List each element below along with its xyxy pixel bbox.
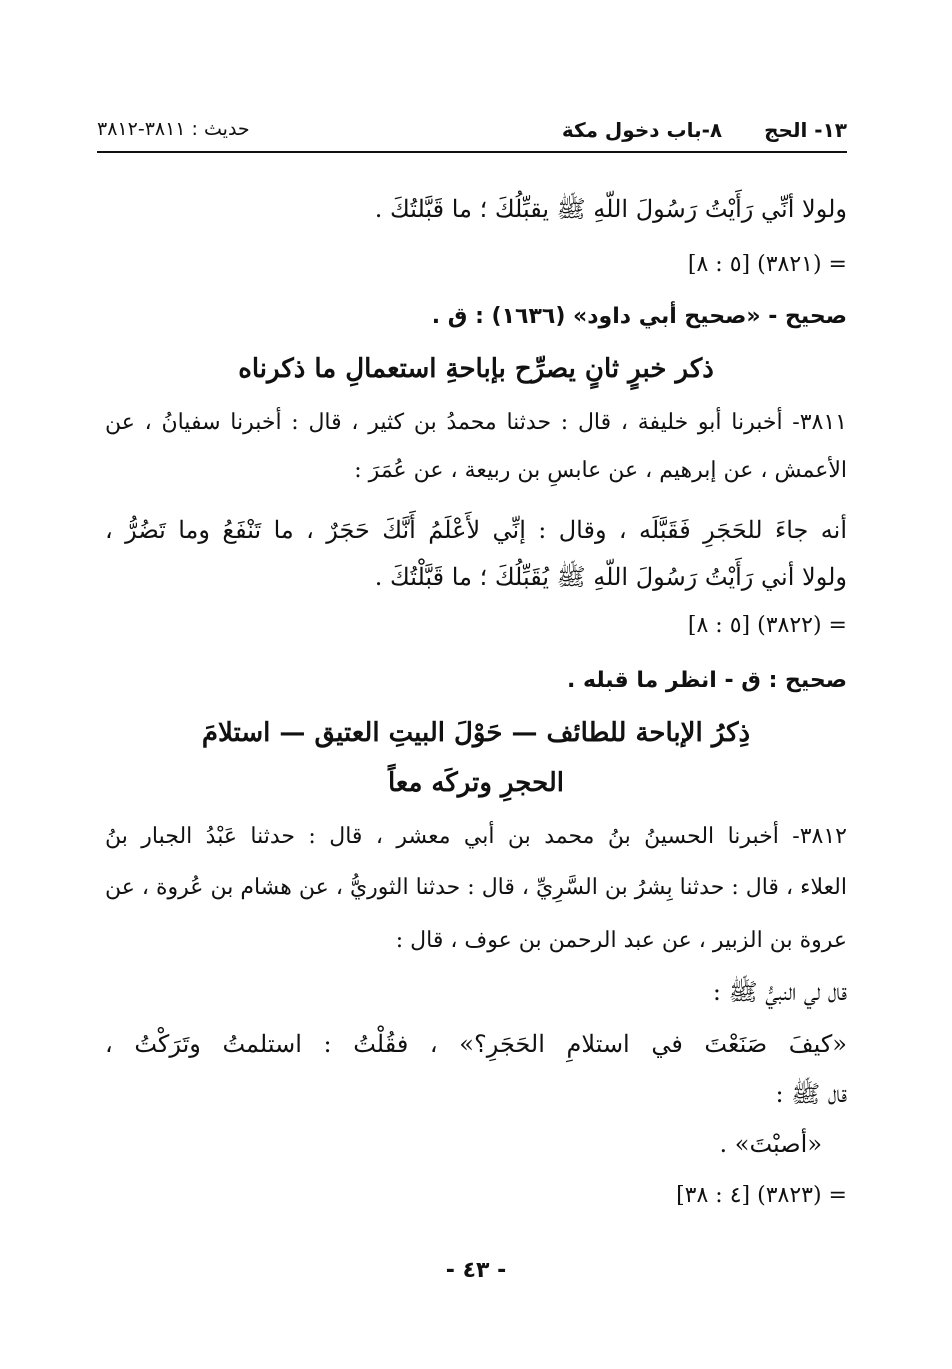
reference-line: = (٣٨٢٣) [٤ : ٣٨] <box>676 1183 847 1208</box>
section-heading: ذكر خبرٍ ثانٍ يصرِّح بإباحةِ استعمالِ ما ذكرناه <box>238 354 714 384</box>
text-line: ولولا أنِّي رَأَيْتُ رَسُولَ اللّهِ ﷺ يقبِّلُكَ ؛ ما قَبَّلتُكَ . <box>374 195 847 223</box>
matn-line: «كيفَ صَنَعْتَ في استلامِ الحَجَرِ؟» ، فقُلْتُ : استلمتُ وتَرَكْتُ ، <box>105 1030 847 1058</box>
matn-line: «أصبْتَ» . <box>719 1130 822 1158</box>
section-heading: الحجرِ وتركَه معاً <box>387 768 564 798</box>
matn-line: أنه جاءَ للحَجَرِ فَقَبَّلَه ، وقال : إنِّي لأَعْلَمُ أَنَّكَ حَجَرٌ ، ما تَنْفَعُ وما تَضُرُّ ، <box>105 516 847 544</box>
reference-line: = (٣٨٢١) [٥ : ٨] <box>687 252 847 277</box>
header-rule <box>97 151 847 153</box>
reference-line: = (٣٨٢٢) [٥ : ٨] <box>687 613 847 638</box>
isnad-line: ٣٨١٢- أخبرنا الحسينُ بنُ محمد بن أبي معشر ، قال : حدثنا عَبْدُ الجبار بنُ <box>105 824 847 849</box>
section-heading: ذِكرُ الإباحة للطائف — حَوْلَ البيتِ العتيق — استلامَ <box>201 718 751 748</box>
grading-line: صحيح : ق - انظر ما قبله . <box>566 668 847 693</box>
page-number: - ٤٣ - <box>445 1258 507 1283</box>
isnad-line: الأعمش ، عن إبرهيم ، عن عابسِ بن ربيعة ، عن عُمَرَ : <box>354 458 847 483</box>
hadith-range: حديث : ٣٨١١-٣٨١٢ <box>97 118 250 140</box>
matn-line: قال لي النبيُّ ﷺ : <box>712 978 847 1006</box>
grading-line: صحيح - «صحيح أبي داود» (١٦٣٦) : ق . <box>431 304 847 329</box>
isnad-line: العلاء ، قال : حدثنا بِشرُ بن السَّرِيِّ ، قال : حدثنا الثوريُّ ، عن هشام بن عُروة ، عن <box>105 875 847 900</box>
matn-line: قال ﷺ : <box>775 1080 847 1108</box>
matn-line: ولولا أني رَأَيْتُ رَسُولَ اللّهِ ﷺ يُقَبِّلُكَ ؛ ما قَبَّلْتُكَ . <box>374 563 847 591</box>
header-right <box>562 118 847 142</box>
isnad-line: عروة بن الزبير ، عن عبد الرحمن بن عوف ، قال : <box>395 928 847 953</box>
running-header <box>97 108 847 148</box>
book-title: ١٣- الحج <box>764 118 847 142</box>
isnad-line: ٣٨١١- أخبرنا أبو خليفة ، قال : حدثنا محمدُ بن كثير ، قال : أخبرنا سفيانُ ، عن <box>105 410 847 435</box>
chapter-title: ٨-باب دخول مكة <box>561 118 723 142</box>
